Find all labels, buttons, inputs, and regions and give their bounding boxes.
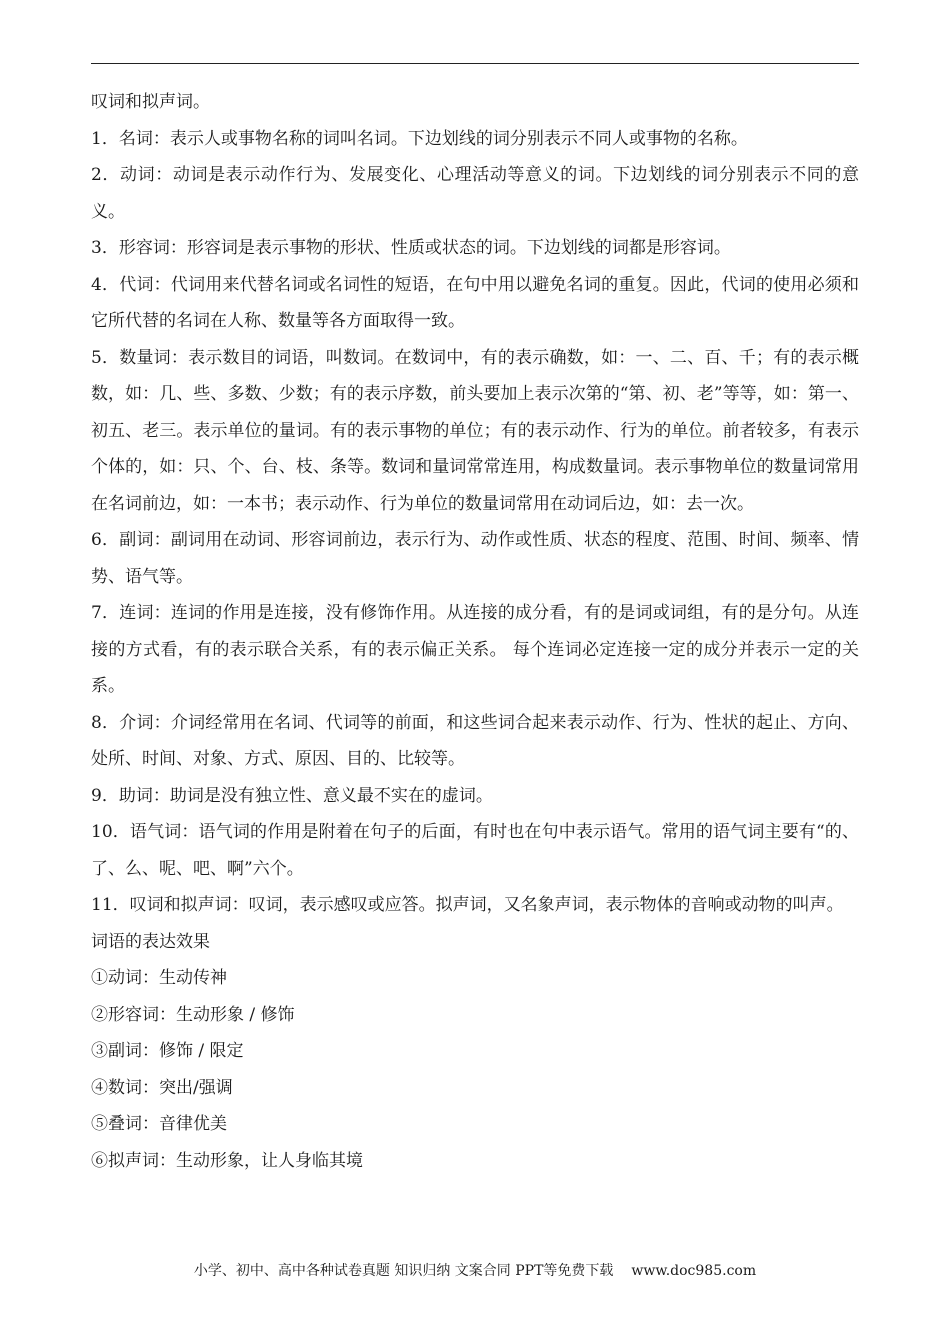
paragraph-noun: 1．名词：表示人或事物名称的词叫名词。下边划线的词分别表示不同人或事物的名称。 [91, 128, 748, 149]
document-body [91, 84, 859, 1179]
list-item-reduplication-effect: ⑤叠词：音律优美 [91, 1114, 227, 1134]
footer-text: 小学、初中、高中各种试卷真题 知识归纳 文案合同 PPT等免费下载 [193, 1263, 614, 1279]
paragraph-adverb: 6．副词：副词用在动词、形容词前边，表示行为、动作或性质、状态的程度、范围、时间、频率、情势、语气等。 [91, 530, 859, 587]
paragraph-intro: 叹词和拟声词。 [91, 92, 210, 112]
list-item-adverb-effect: ③副词：修饰 / 限定 [91, 1041, 244, 1061]
footer-url: www.doc985.com [631, 1263, 757, 1279]
paragraph-preposition: 8．介词：介词经常用在名词、代词等的前面，和这些词合起来表示动作、行为、性状的起止、方向、处所、时间、对象、方式、原因、目的、比较等。 [91, 712, 859, 769]
paragraph-verb: 2．动词：动词是表示动作行为、发展变化、心理活动等意义的词。下边划线的词分别表示不同的意义。 [91, 165, 859, 222]
header-rule [91, 63, 859, 64]
paragraph-numeral-quantifier: 5．数量词：表示数目的词语，叫数词。在数词中，有的表示确数，如：一、二、百、千；有的表示概数，如：几、些、多数、少数；有的表示序数，前头要加上表示次第的“第、初、老”等等，如：第一、初五、老三。表示单位的量词。有的表示事物的单位；有的表示动作、行为的单位。前者较多，有表示个体的，如：只、个、台、枝、条等。数词和量词常常连用，构成数量词。表示事物单位的数量词常用在名词前边，如：一本书；表示动作、行为单位的数量词常用在动词后边，如：去一次。 [91, 347, 859, 514]
paragraph-pronoun: 4．代词：代词用来代替名词或名词性的短语，在句中用以避免名词的重复。因此，代词的使用必须和它所代替的名词在人称、数量等各方面取得一致。 [91, 274, 859, 331]
paragraph-modal-particle: 10．语气词：语气词的作用是附着在句子的后面，有时也在句中表示语气。常用的语气词主要有“的、了、么、呢、吧、啊”六个。 [91, 822, 859, 879]
paragraph-interjection-onomatopoeia: 11．叹词和拟声词：叹词，表示感叹或应答。拟声词，又名象声词，表示物体的音响或动物的叫声。 [91, 895, 844, 915]
section-heading-expression-effects: 词语的表达效果 [91, 931, 210, 952]
paragraph-adjective: 3．形容词：形容词是表示事物的形状、性质或状态的词。下边划线的词都是形容词。 [91, 238, 731, 258]
page-footer [0, 1261, 950, 1281]
list-item-numeral-effect: ④数词：突出/强调 [91, 1077, 233, 1098]
list-item-verb-effect: ①动词：生动传神 [91, 968, 227, 988]
list-item-adjective-effect: ②形容词：生动形象 / 修饰 [91, 1004, 295, 1025]
paragraph-conjunction: 7．连词：连词的作用是连接，没有修饰作用。从连接的成分看，有的是词或词组，有的是分句。从连接的方式看，有的表示联合关系，有的表示偏正关系。 每个连词必定连接一定的成分并表示一定的关系。 [91, 603, 859, 696]
paragraph-auxiliary: 9．助词：助词是没有独立性、意义最不实在的虚词。 [91, 785, 493, 806]
list-item-onomatopoeia-effect: ⑥拟声词：生动形象，让人身临其境 [91, 1150, 363, 1171]
